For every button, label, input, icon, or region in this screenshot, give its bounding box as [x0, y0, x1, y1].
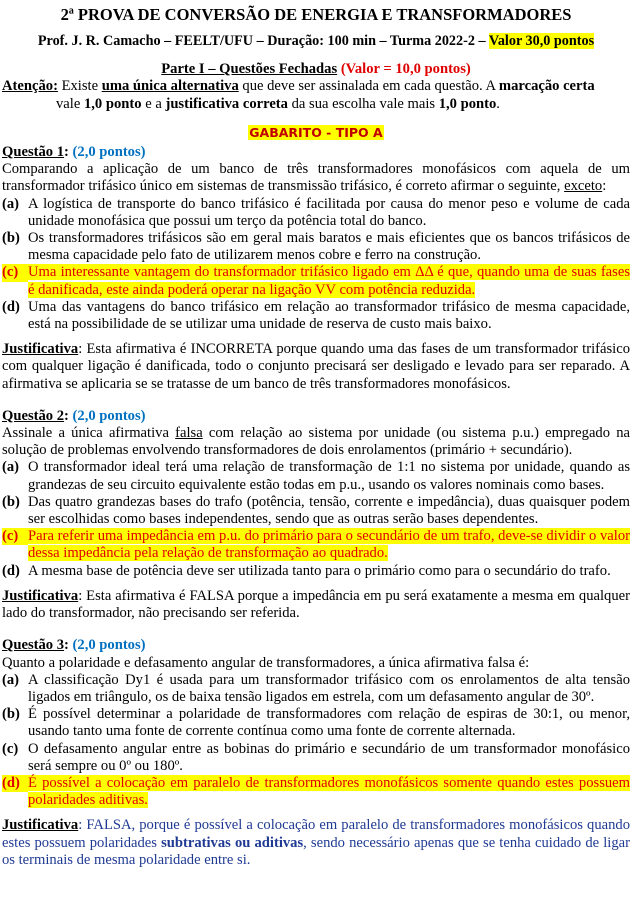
question-points: (2,0 pontos)	[72, 144, 146, 161]
attention-text: Existe	[57, 78, 102, 95]
attention-notice	[2, 78, 630, 112]
answer-key-banner	[2, 124, 630, 141]
question-stem	[2, 161, 630, 195]
option-text: Das quatro grandezas bases do trafo (potência, tensão, corrente e impedância), duas quaisquer podem ser escolhidas como bases independentes, sendo que as outras serão bases dependentes.	[28, 493, 630, 528]
attention-text: vale	[56, 95, 84, 112]
exam-page	[0, 4, 632, 910]
option-key: (d)	[2, 298, 20, 315]
option-key: (c)	[2, 264, 28, 281]
question-label: Questão 1	[2, 144, 65, 161]
justification-text: : FALSA, porque é possível a colocação em paralelo de transformadores monofásicos quando estes possuem polaridades	[2, 817, 630, 851]
question-label: Questão 2	[2, 407, 65, 424]
option-text: A mesma base de potência deve ser utilizada tanto para o primário como para o secundário do trafo.	[28, 562, 611, 579]
option-text: Uma das vantagens do banco trifásico em relação ao transformador trifásico de mesma capacidade, está na possibilidade de se utilizar uma unidade de reserva de custo mais baixo.	[28, 298, 630, 333]
question-stem	[2, 425, 630, 459]
option-text: O defasamento angular entre as bobinas do primário e secundário de um transformador monofásico será sempre ou 0º ou 180º.	[28, 740, 630, 774]
option-text: A classificação Dy1 é usada para um transformador trifásico com os enrolamentos de alta tensão ligados em triângulo, os de baixa tensão ligados em estrela, com um defasamento angular de 30º.	[28, 671, 630, 705]
question-heading: Questão 2: (2,0 pontos)	[2, 407, 146, 424]
option-d	[2, 299, 630, 333]
option-a	[2, 459, 630, 493]
question-points: (2,0 pontos)	[72, 637, 146, 654]
option-key: (d)	[2, 775, 28, 792]
option-text	[28, 775, 630, 809]
subtitle-main: Prof. J. R. Camacho – FEELT/UFU – Duração: 100 min – Turma 2022-2 –	[37, 33, 489, 49]
part-heading	[2, 61, 630, 78]
question-1	[2, 144, 630, 393]
question-heading: Questão 1: (2,0 pontos)	[2, 144, 146, 161]
justification-emphasis: subtrativas ou aditivas	[161, 834, 304, 851]
spacer	[2, 622, 630, 634]
option-d-correct	[2, 775, 630, 809]
part-value: (Valor = 10,0 pontos)	[340, 61, 471, 78]
option-text	[28, 264, 630, 298]
stem-emphasis: exceto	[564, 178, 603, 195]
option-key: (a)	[2, 671, 20, 688]
option-b	[2, 706, 630, 740]
attention-emphasis: justificativa correta	[165, 95, 288, 112]
option-key: (d)	[2, 562, 20, 579]
option-key: (a)	[2, 459, 20, 476]
question-stem	[2, 655, 630, 672]
option-highlight: Para referir uma impedância em p.u. do primário para o secundário de um trafo, deve-se dividir o valor dessa impedância pela relação de transformação ao quadrado.	[28, 528, 630, 562]
attention-emphasis: uma única alternativa	[101, 78, 239, 95]
stem-text: Comparando a aplicação de um banco de três transformadores monofásicos com aquela de um transformador trifásico único em sistemas de transmissão trifásico, é correto afirmar o seguinte,	[2, 161, 630, 195]
question-3	[2, 637, 630, 869]
justification-label: Justificativa	[2, 341, 79, 358]
option-c-correct	[2, 528, 630, 562]
option-c-correct	[2, 264, 630, 298]
option-text: Os transformadores trifásicos são em geral mais baratos e mais eficientes que os bancos trifásicos de mesma capacidade pelo fato de utilizarem menos cobre e ferro na construção.	[28, 230, 630, 264]
stem-text: Assinale a única afirmativa	[2, 425, 176, 442]
option-a	[2, 672, 630, 706]
option-text	[28, 528, 630, 562]
attention-continuation	[2, 96, 630, 113]
attention-text: da sua escolha vale mais	[287, 95, 439, 112]
justification	[2, 817, 630, 869]
justification-text: : Esta afirmativa é FALSA porque a impedância em pu será exatamente a mesma em qualquer lado do transformador, não precisando ser referida.	[2, 587, 630, 622]
justification-label: Justificativa	[2, 817, 79, 834]
option-key: (b)	[2, 493, 20, 510]
attention-emphasis: marcação certa	[498, 78, 595, 95]
option-key: (c)	[2, 528, 28, 545]
justification-text: , sendo necessário apenas que se tenha cuidado de ligar os terminais de mesma polaridade entre si.	[2, 834, 630, 868]
stem-emphasis: falsa	[175, 425, 203, 442]
spacer	[2, 393, 630, 405]
option-key: (a)	[2, 195, 20, 212]
attention-emphasis: 1,0 ponto	[438, 95, 497, 112]
part-label: Parte I – Questões Fechadas	[161, 61, 338, 78]
justification-text: : Esta afirmativa é INCORRETA porque quando uma das fases de um transformador trifásico com qualquer ligação é danificada, todo o conjunto precisará ser desligado e levado para ser reparado. A afirmativa se aplicaria se se tratasse de um banco de três transformadores monofásicos.	[2, 341, 630, 392]
option-highlight: Uma interessante vantagem do transformador trifásico ligado em ΔΔ é que, quando uma de suas fases é danificada, este ainda poderá operar na ligação VV com potência reduzida.	[28, 264, 630, 298]
option-text: O transformador ideal terá uma relação de transformação de 1:1 no sistema por unidade, quando as grandezas de seu circuito equivalente estão todas em p.u., usando os valores nominais como bases.	[28, 459, 630, 493]
option-b	[2, 494, 630, 528]
option-key: (c)	[2, 740, 19, 757]
attention-label: Atenção:	[2, 78, 58, 95]
option-b	[2, 230, 630, 264]
option-c	[2, 741, 630, 775]
option-d	[2, 563, 630, 580]
attention-text: e a	[141, 95, 166, 112]
attention-text: .	[496, 95, 500, 112]
option-key: (b)	[2, 230, 20, 247]
answer-key-label: GABARITO - TIPO A	[249, 124, 383, 140]
option-highlight: É possível a colocação em paralelo de transformadores monofásicos somente quando estes possuem polaridades aditivas.	[28, 774, 630, 809]
attention-emphasis: 1,0 ponto	[83, 95, 142, 112]
question-label: Questão 3	[2, 637, 65, 654]
stem-text: Quanto a polaridade e defasamento angular de transformadores, a única afirmativa falsa é:	[2, 654, 530, 671]
exam-subtitle	[2, 33, 630, 50]
stem-text: com relação ao sistema por unidade (ou sistema p.u.) empregado na solução de problemas envolvendo transformadores de dois enrolamentos (primário + secundário).	[2, 425, 630, 459]
exam-value-highlight: Valor 30,0 pontos	[488, 33, 595, 49]
option-text: É possível determinar a polaridade de transformadores com relação de espiras de 30:1, ou menor, usando tanto uma fonte de corrente contínua como uma fonte de corrente alternada.	[28, 706, 630, 740]
exam-title: 2ª PROVA DE CONVERSÃO DE ENERGIA E TRANSFORMADORES	[60, 5, 572, 24]
justification-label: Justificativa	[2, 587, 79, 604]
question-points: (2,0 pontos)	[72, 407, 146, 424]
question-heading: Questão 3: (2,0 pontos)	[2, 637, 146, 654]
attention-text: que deve ser assinalada em cada questão. A	[238, 78, 499, 95]
justification	[2, 588, 630, 622]
question-2	[2, 408, 630, 622]
justification	[2, 341, 630, 393]
option-text: A logística de transporte do banco trifásico é facilitada por causa do menor peso e volume de cada unidade monofásica que possui um terço da potência total do banco.	[28, 195, 630, 229]
stem-text: :	[602, 178, 607, 195]
option-key: (b)	[2, 706, 20, 723]
option-a	[2, 196, 630, 230]
